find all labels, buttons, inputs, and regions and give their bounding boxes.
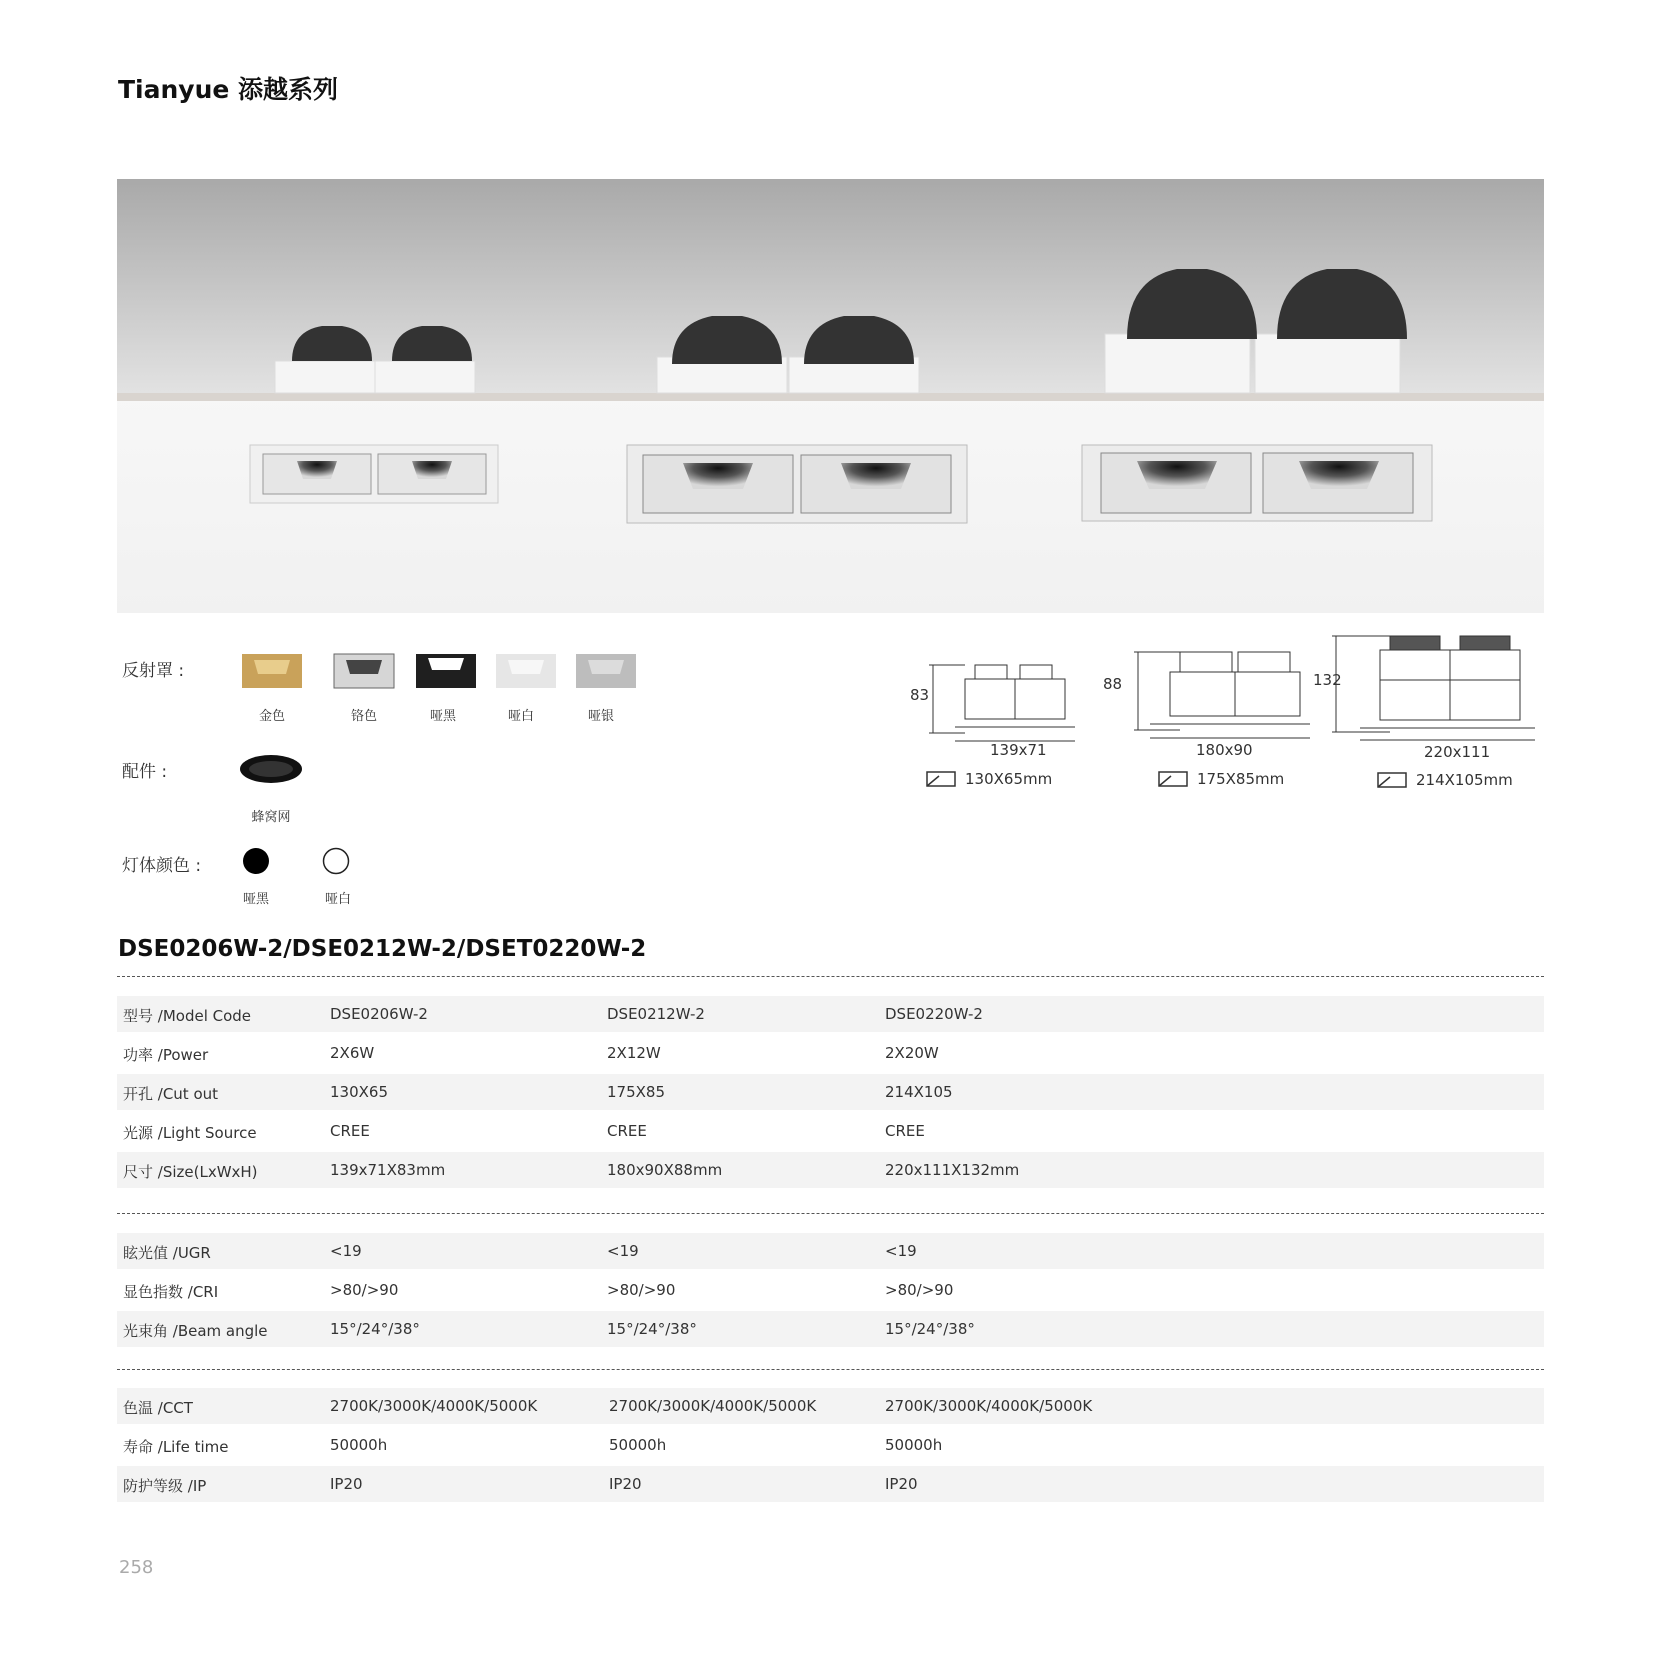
spec-row: 色温 /CCT 2700K/3000K/4000K/5000K 2700K/3000K/4000K/5000K 2700K/3000K/4000K/5000K — [117, 1388, 1544, 1424]
model-heading: DSE0206W-2/DSE0212W-2/DSET0220W-2 — [118, 936, 647, 962]
spec-row: 尺寸 /Size(LxWxH) 139x71X83mm 180x90X88mm 220x111X132mm — [117, 1152, 1544, 1188]
dim-height-label: 83 — [910, 686, 930, 704]
reflector-label: 反射罩 : — [122, 661, 185, 681]
cutout-size: 214X105mm — [1416, 771, 1513, 789]
reflector-caption: 哑黑 — [429, 709, 456, 724]
dimension-drawing-medium — [1110, 640, 1320, 740]
dim-height-label: 88 — [1103, 675, 1123, 693]
section-divider — [117, 1369, 1544, 1370]
spec-row: 显色指数 /CRI >80/>90 >80/>90 >80/>90 — [123, 1281, 954, 1301]
reflector-caption: 金色 — [258, 709, 285, 724]
dim-size-label: 180x90 — [1196, 741, 1253, 759]
cutout-size: 175X85mm — [1197, 770, 1285, 788]
reflector-matte-silver-icon — [574, 650, 639, 692]
cutout-icon — [925, 770, 957, 788]
accessory-caption: 蜂窝网 — [251, 810, 291, 825]
cutout-row — [1157, 770, 1284, 788]
spec-row: 开孔 /Cut out 130X65 175X85 214X105 — [117, 1074, 1544, 1110]
reflector-chrome-icon — [332, 650, 397, 692]
spec-row: 光束角 /Beam angle 15°/24°/38° 15°/24°/38° 15°/24°/38° — [117, 1311, 1544, 1347]
dimension-drawing-large — [1320, 632, 1545, 742]
reflector-caption: 铬色 — [350, 709, 377, 724]
spec-row: 眩光值 /UGR <19 <19 <19 — [117, 1233, 1544, 1269]
reflector-caption: 哑白 — [507, 709, 534, 724]
cutout-icon — [1376, 771, 1408, 789]
body-color-caption: 哑黑 — [242, 892, 269, 907]
honeycomb-grid-icon — [238, 752, 304, 786]
body-color-label: 灯体颜色 : — [122, 856, 202, 876]
section-divider — [117, 1213, 1544, 1214]
reflector-matte-white-icon — [494, 650, 559, 692]
white-body-swatch-icon — [321, 846, 351, 876]
cutout-row — [925, 770, 1052, 788]
page-number: 258 — [119, 1557, 154, 1578]
spec-row: 寿命 /Life time 50000h 50000h 50000h — [123, 1436, 943, 1456]
spec-row: 光源 /Light Source CREE CREE CREE — [123, 1122, 925, 1142]
black-body-swatch-icon — [241, 846, 271, 876]
dim-height-label: 132 — [1313, 671, 1342, 689]
dim-size-label: 220x111 — [1424, 743, 1491, 761]
reflector-gold-icon — [240, 650, 305, 692]
spec-row: 功率 /Power 2X6W 2X12W 2X20W — [123, 1044, 939, 1064]
cutout-icon — [1157, 770, 1189, 788]
dimension-drawing-small — [905, 645, 1085, 745]
reflector-matte-black-icon — [414, 650, 479, 692]
cutout-size: 130X65mm — [965, 770, 1053, 788]
spec-row: 型号 /Model Code DSE0206W-2 DSE0212W-2 DSE0220W-2 — [117, 996, 1544, 1032]
section-divider — [117, 976, 1544, 977]
dim-size-label: 139x71 — [990, 741, 1047, 759]
reflector-caption: 哑银 — [587, 709, 614, 724]
cutout-row — [1376, 771, 1513, 789]
product-hero-image — [117, 179, 1544, 613]
page-title: Tianyue 添越系列 — [118, 75, 339, 104]
body-color-caption: 哑白 — [324, 892, 351, 907]
spec-row: 防护等级 /IP IP20 IP20 IP20 — [117, 1466, 1544, 1502]
accessory-label: 配件 : — [122, 762, 168, 782]
